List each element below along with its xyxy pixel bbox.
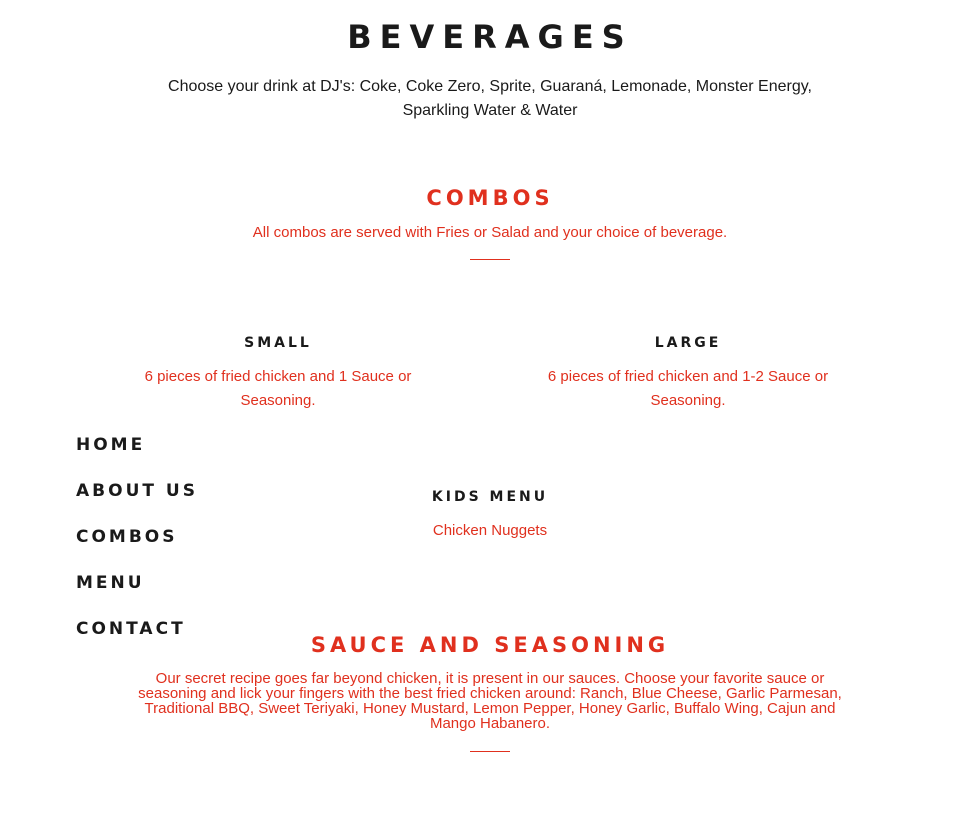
combo-small-title: SMALL xyxy=(244,335,312,351)
nav-item-home[interactable]: HOME xyxy=(76,435,146,455)
nav-item-about-us[interactable]: ABOUT US xyxy=(76,481,198,501)
sauce-divider xyxy=(470,751,510,752)
combo-large-description: 6 pieces of fried chicken and 1-2 Sauce or Seasoning. xyxy=(547,368,829,409)
beverages-title: BEVERAGES xyxy=(347,18,633,56)
sauce-description: Our secret recipe goes far beyond chicken, it is present in our sauces. Choose your favorite sauce or seasoning and lick your fingers with the best fried chicken around: Ranch, Blue Cheese, Garlic Parmesan, Traditional BBQ, Sweet Teriyaki, Honey Mustard, Lemon Pepper, Honey Garlic, Buffalo Wing, Cajun and Mango Habanero. xyxy=(138,670,842,732)
combo-large-title: LARGE xyxy=(654,335,722,351)
combos-divider xyxy=(470,259,510,260)
combos-description: All combos are served with Fries or Salad and your choice of beverage. xyxy=(252,224,728,241)
combo-kids-title: KIDS MENU xyxy=(431,489,549,505)
combo-small-description: 6 pieces of fried chicken and 1 Sauce or Seasoning. xyxy=(144,368,412,409)
combo-kids-description: Chicken Nuggets xyxy=(432,522,548,539)
nav-item-menu[interactable]: MENU xyxy=(76,573,145,593)
nav-item-contact[interactable]: CONTACT xyxy=(76,619,186,639)
nav-item-combos[interactable]: COMBOS xyxy=(76,527,178,547)
combos-title: COMBOS xyxy=(426,186,554,210)
sauce-title: SAUCE AND SEASONING xyxy=(310,633,670,657)
beverages-description: Choose your drink at DJ's: Coke, Coke Zero, Sprite, Guaraná, Lemonade, Monster Energy, Sparkling Water & Water xyxy=(168,78,812,119)
